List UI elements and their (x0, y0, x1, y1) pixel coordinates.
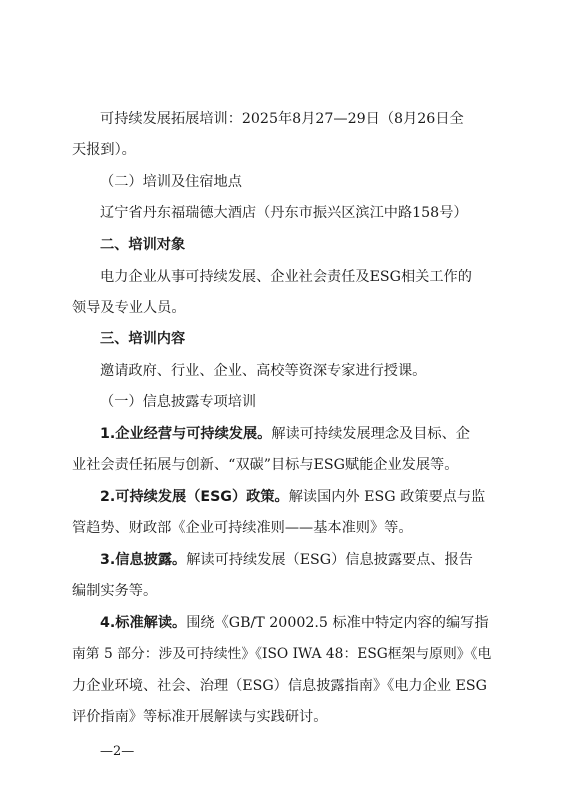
section-heading-content: 三、培训内容 (100, 331, 186, 347)
item-2 (100, 487, 485, 507)
item-3 (100, 550, 473, 570)
item-4-cont-1: 南第 5 部分：涉及可持续性》《ISO IWA 48：ESG框架与原则》《电 (72, 646, 492, 662)
audience-text-cont: 领导及专业人员。 (72, 300, 186, 316)
section-heading-audience: 二、培训对象 (100, 237, 186, 253)
item-2-cont: 管趋势、财政部《企业可持续准则——基本准则》等。 (72, 520, 413, 536)
schedule-line: 可持续发展拓展培训：2025年8月27—29日（8月26日全 (100, 111, 464, 127)
subheading-disclosure: （一）信息披露专项培训 (100, 394, 257, 410)
subheading-venue: （二）培训及住宿地点 (100, 174, 242, 190)
item-4-cont-3: 评价指南》等标准开展解读与实践研讨。 (72, 709, 328, 725)
item-3-cont: 编制实务等。 (72, 583, 158, 599)
item-1-text: 解读可持续发展理念及目标、企 (271, 426, 470, 442)
item-1 (100, 424, 470, 444)
page-number: —2— (100, 744, 135, 759)
item-4-title: 4.标准解读。 (100, 615, 187, 631)
item-4 (100, 613, 489, 633)
content-intro: 邀请政府、行业、企业、高校等资深专家进行授课。 (100, 363, 427, 379)
item-3-title: 3.信息披露。 (100, 552, 187, 568)
item-4-text: 围绕《GB/T 20002.5 标准中特定内容的编写指 (186, 615, 489, 631)
item-4-cont-2: 力企业环境、社会、治理（ESG）信息披露指南》《电力企业 ESG (72, 678, 487, 694)
item-3-text: 解读可持续发展（ESG）信息披露要点、报告 (186, 552, 473, 568)
item-1-title: 1.企业经营与可持续发展。 (100, 426, 272, 442)
item-1-cont: 业社会责任拓展与创新、“双碳”目标与ESG赋能企业发展等。 (72, 457, 459, 473)
audience-text: 电力企业从事可持续发展、企业社会责任及ESG相关工作的 (100, 269, 472, 285)
item-2-text: 解读国内外 ESG 政策要点与监 (288, 489, 486, 505)
schedule-line-cont: 天报到）。 (72, 142, 136, 158)
venue-address: 辽宁省丹东福瑞德大酒店（丹东市振兴区滨江中路158号） (100, 205, 468, 221)
item-2-title: 2.可持续发展（ESG）政策。 (100, 489, 289, 505)
